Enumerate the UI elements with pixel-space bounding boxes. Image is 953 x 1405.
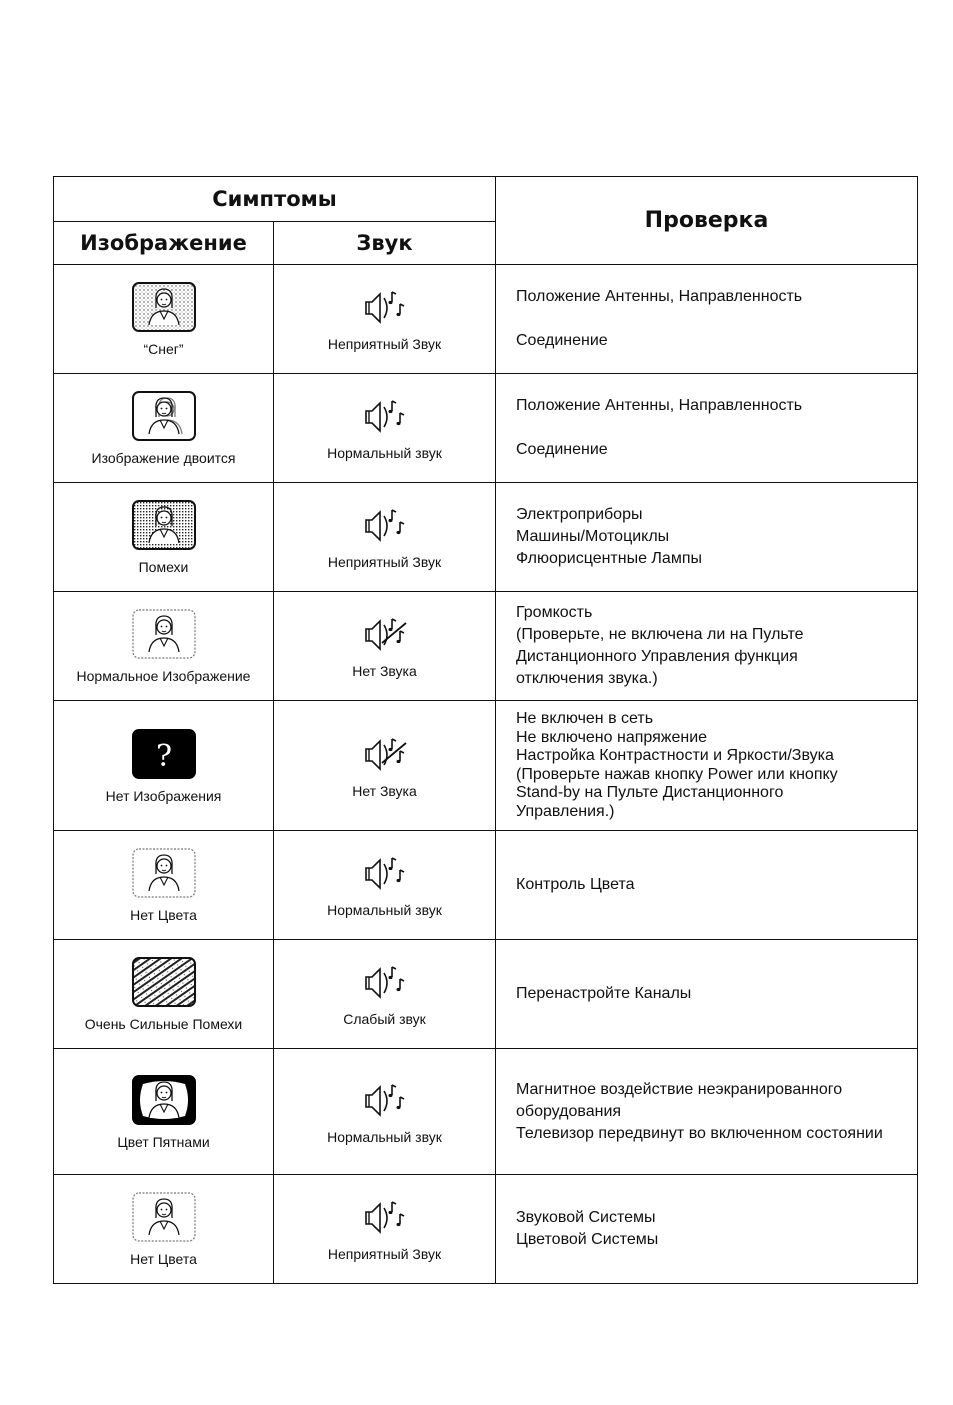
check-cell — [496, 701, 918, 831]
troubleshooting-sheet — [53, 176, 917, 1286]
check-item: Контроль Цвета — [516, 876, 635, 893]
sound-symptom-cell — [274, 831, 496, 940]
sound-symptom-cell — [274, 483, 496, 592]
sound-symptom-cell — [274, 1049, 496, 1175]
picture-symptom-cell — [54, 374, 274, 483]
check-cell — [496, 592, 918, 701]
picture-symptom-label: Нет Цвета — [130, 1251, 197, 1267]
check-cell — [496, 1175, 918, 1284]
picture-symptom-cell — [54, 701, 274, 831]
sound-symptom-label: Нормальный звук — [327, 1128, 442, 1145]
speaker-music-icon — [360, 1196, 410, 1238]
picture-symptom-cell — [54, 831, 274, 940]
sound-symptom-cell — [274, 1175, 496, 1284]
sound-symptom-label: Нет Звука — [352, 663, 417, 679]
speaker-muted-icon — [360, 733, 410, 775]
header-check: Проверка — [496, 177, 918, 265]
picture-symptom-label: Нет Изображения — [105, 787, 222, 804]
check-cell — [496, 831, 918, 940]
speaker-music-icon — [360, 286, 410, 328]
check-item: Звуковой Системы — [516, 1209, 656, 1226]
tv-color-patches-icon — [131, 1074, 197, 1126]
sound-symptom-label: Неприятный Звук — [327, 1246, 442, 1262]
check-item: (Проверьте, не включена ли на Пульте — [516, 626, 804, 643]
check-cell — [496, 940, 918, 1049]
speaker-music-icon — [360, 504, 410, 546]
sound-symptom-label: Нормальный звук — [327, 902, 442, 918]
speaker-music-icon — [360, 1079, 410, 1121]
table-row — [54, 831, 918, 940]
sound-symptom-cell — [274, 592, 496, 701]
sound-symptom-label: Нет Звука — [352, 782, 417, 799]
table-row — [54, 701, 918, 831]
picture-symptom-cell — [54, 940, 274, 1049]
check-cell — [496, 374, 918, 483]
picture-symptom-cell — [54, 483, 274, 592]
picture-symptom-label: Цвет Пятнами — [117, 1133, 210, 1150]
check-item: Положение Антенны, Направленность — [516, 288, 803, 305]
picture-symptom-label: Нормальное Изображение — [76, 668, 251, 684]
table-row — [54, 265, 918, 374]
tv-interference-icon — [131, 499, 197, 551]
picture-symptom-label: Помехи — [138, 559, 189, 575]
picture-symptom-label: Нет Цвета — [130, 907, 197, 923]
sound-symptom-cell — [274, 701, 496, 831]
table-row — [54, 940, 918, 1049]
check-item: Цветовой Системы — [516, 1231, 659, 1248]
picture-symptom-cell — [54, 265, 274, 374]
check-item: Настройка Контрастности и Яркости/Звука — [516, 747, 834, 764]
sound-symptom-label: Неприятный Звук — [327, 336, 442, 352]
check-item: оборудования — [516, 1102, 622, 1120]
check-cell — [496, 1049, 918, 1175]
check-cell — [496, 265, 918, 374]
table-row — [54, 1049, 918, 1175]
check-item: Флюорисцентные Лампы — [516, 550, 702, 567]
header-symptoms: Симптомы — [54, 177, 496, 222]
check-item: Машины/Мотоциклы — [516, 528, 670, 545]
sound-symptom-cell — [274, 265, 496, 374]
picture-symptom-label: Изображение двоится — [91, 450, 236, 466]
picture-symptom-cell — [54, 592, 274, 701]
table-body — [54, 265, 918, 1284]
table-row — [54, 592, 918, 701]
check-item: Громкость — [516, 604, 593, 621]
check-item: Магнитное воздействие неэкранированного — [516, 1080, 843, 1098]
check-item: Соединение — [516, 332, 608, 349]
check-item: Не включено напряжение — [516, 728, 708, 746]
table-row — [54, 1175, 918, 1284]
check-item: Дистанционного Управления функция — [516, 648, 798, 665]
check-item: Положение Антенны, Направленность — [516, 397, 803, 414]
spacer — [516, 417, 917, 439]
header-sound: Звук — [274, 222, 496, 265]
tv-strong-noise-icon — [131, 956, 197, 1008]
tv-no-color-icon — [131, 1191, 197, 1243]
check-item: Не включен в сеть — [516, 710, 654, 727]
picture-symptom-label: “Снег” — [143, 341, 184, 357]
picture-symptom-cell — [54, 1049, 274, 1175]
sound-symptom-cell — [274, 940, 496, 1049]
speaker-music-icon — [360, 852, 410, 894]
check-item: Телевизор передвинут во включенном состоянии — [516, 1124, 883, 1142]
check-item: Stand-by на Пульте Дистанционного — [516, 784, 784, 801]
picture-symptom-cell — [54, 1175, 274, 1284]
header-picture: Изображение — [54, 222, 274, 265]
tv-snow-icon — [131, 281, 197, 333]
table-row — [54, 374, 918, 483]
check-item: отключения звука.) — [516, 670, 658, 687]
tv-normal-icon — [131, 608, 197, 660]
speaker-muted-icon — [360, 613, 410, 655]
check-item: Соединение — [516, 441, 608, 458]
sound-symptom-label: Нормальный звук — [327, 445, 442, 461]
check-cell — [496, 483, 918, 592]
sound-symptom-cell — [274, 374, 496, 483]
check-item: (Проверьте нажав кнопку Power или кнопку — [516, 765, 838, 783]
tv-question-icon — [131, 728, 197, 780]
picture-symptom-label: Очень Сильные Помехи — [84, 1016, 243, 1032]
sound-symptom-label: Неприятный Звук — [327, 554, 442, 570]
spacer — [516, 308, 917, 330]
sound-symptom-label: Слабый звук — [343, 1011, 426, 1027]
tv-no-color-icon — [131, 847, 197, 899]
check-item: Перенастройте Каналы — [516, 985, 692, 1002]
speaker-music-icon — [360, 961, 410, 1003]
troubleshooting-table — [53, 176, 918, 1284]
speaker-music-icon — [360, 395, 410, 437]
tv-ghost-icon — [131, 390, 197, 442]
check-item: Электроприборы — [516, 506, 643, 523]
svg-text:?: ? — [155, 738, 172, 774]
check-item: Управления.) — [516, 802, 615, 820]
table-row — [54, 483, 918, 592]
